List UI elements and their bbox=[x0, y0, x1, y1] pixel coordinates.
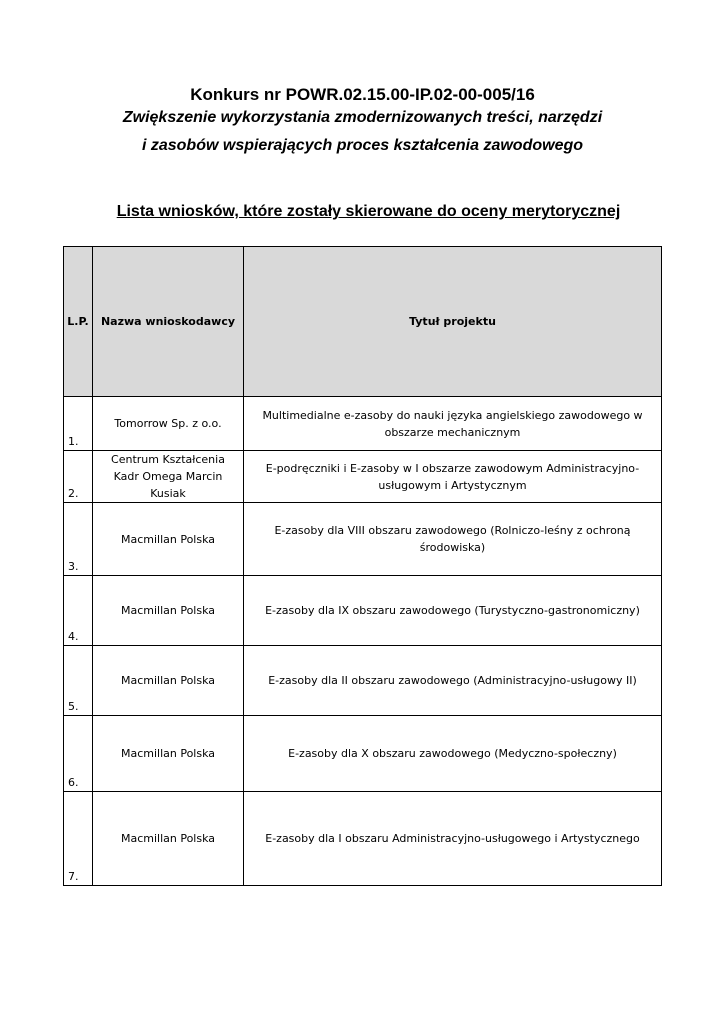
contest-subtitle-line-1: Zwiększenie wykorzystania zmodernizowanych treści, narzędzi bbox=[122, 109, 603, 126]
project-title: E-zasoby dla X obszaru zawodowego (Medyczno-społeczny) bbox=[244, 716, 662, 792]
applicant-name: Macmillan Polska bbox=[93, 792, 244, 886]
column-header-project-title: Tytuł projektu bbox=[244, 247, 662, 397]
row-number: 1. bbox=[64, 397, 93, 451]
contest-subtitle-line-2: i zasobów wspierających proces kształcenia zawodowego bbox=[141, 137, 584, 154]
project-title: E-podręczniki i E-zasoby w I obszarze zawodowym Administracyjno-usługowym i Artystycznym bbox=[244, 451, 662, 503]
project-title: E-zasoby dla II obszaru zawodowego (Administracyjno-usługowy II) bbox=[244, 646, 662, 716]
table-row bbox=[64, 792, 662, 886]
table-header-row bbox=[64, 247, 662, 397]
project-title: E-zasoby dla I obszaru Administracyjno-usługowego i Artystycznego bbox=[244, 792, 662, 886]
row-number: 3. bbox=[64, 503, 93, 576]
row-number: 5. bbox=[64, 646, 93, 716]
applicant-name: Macmillan Polska bbox=[93, 646, 244, 716]
project-title: Multimedialne e-zasoby do nauki języka angielskiego zawodowego w obszarze mechanicznym bbox=[244, 397, 662, 451]
column-header-applicant: Nazwa wnioskodawcy bbox=[93, 247, 244, 397]
table-row bbox=[64, 503, 662, 576]
applicant-name: Macmillan Polska bbox=[93, 576, 244, 646]
column-header-lp: L.P. bbox=[64, 247, 93, 397]
table-row bbox=[64, 576, 662, 646]
table-row bbox=[64, 716, 662, 792]
applicant-name: Macmillan Polska bbox=[93, 503, 244, 576]
row-number: 7. bbox=[64, 792, 93, 886]
row-number: 4. bbox=[64, 576, 93, 646]
applicant-name: Macmillan Polska bbox=[93, 716, 244, 792]
table-row bbox=[64, 397, 662, 451]
applications-table bbox=[63, 246, 662, 886]
project-title: E-zasoby dla IX obszaru zawodowego (Turystyczno-gastronomiczny) bbox=[244, 576, 662, 646]
row-number: 6. bbox=[64, 716, 93, 792]
row-number: 2. bbox=[64, 451, 93, 503]
project-title: E-zasoby dla VIII obszaru zawodowego (Rolniczo-leśny z ochroną środowiska) bbox=[244, 503, 662, 576]
list-heading: Lista wniosków, które zostały skierowane do oceny merytorycznej bbox=[116, 203, 621, 220]
table-row bbox=[64, 451, 662, 503]
table-row bbox=[64, 646, 662, 716]
applicant-name: Centrum Kształcenia Kadr Omega Marcin Kusiak bbox=[93, 451, 244, 503]
applicant-name: Tomorrow Sp. z o.o. bbox=[93, 397, 244, 451]
contest-number-title: Konkurs nr POWR.02.15.00-IP.02-00-005/16 bbox=[190, 85, 535, 104]
